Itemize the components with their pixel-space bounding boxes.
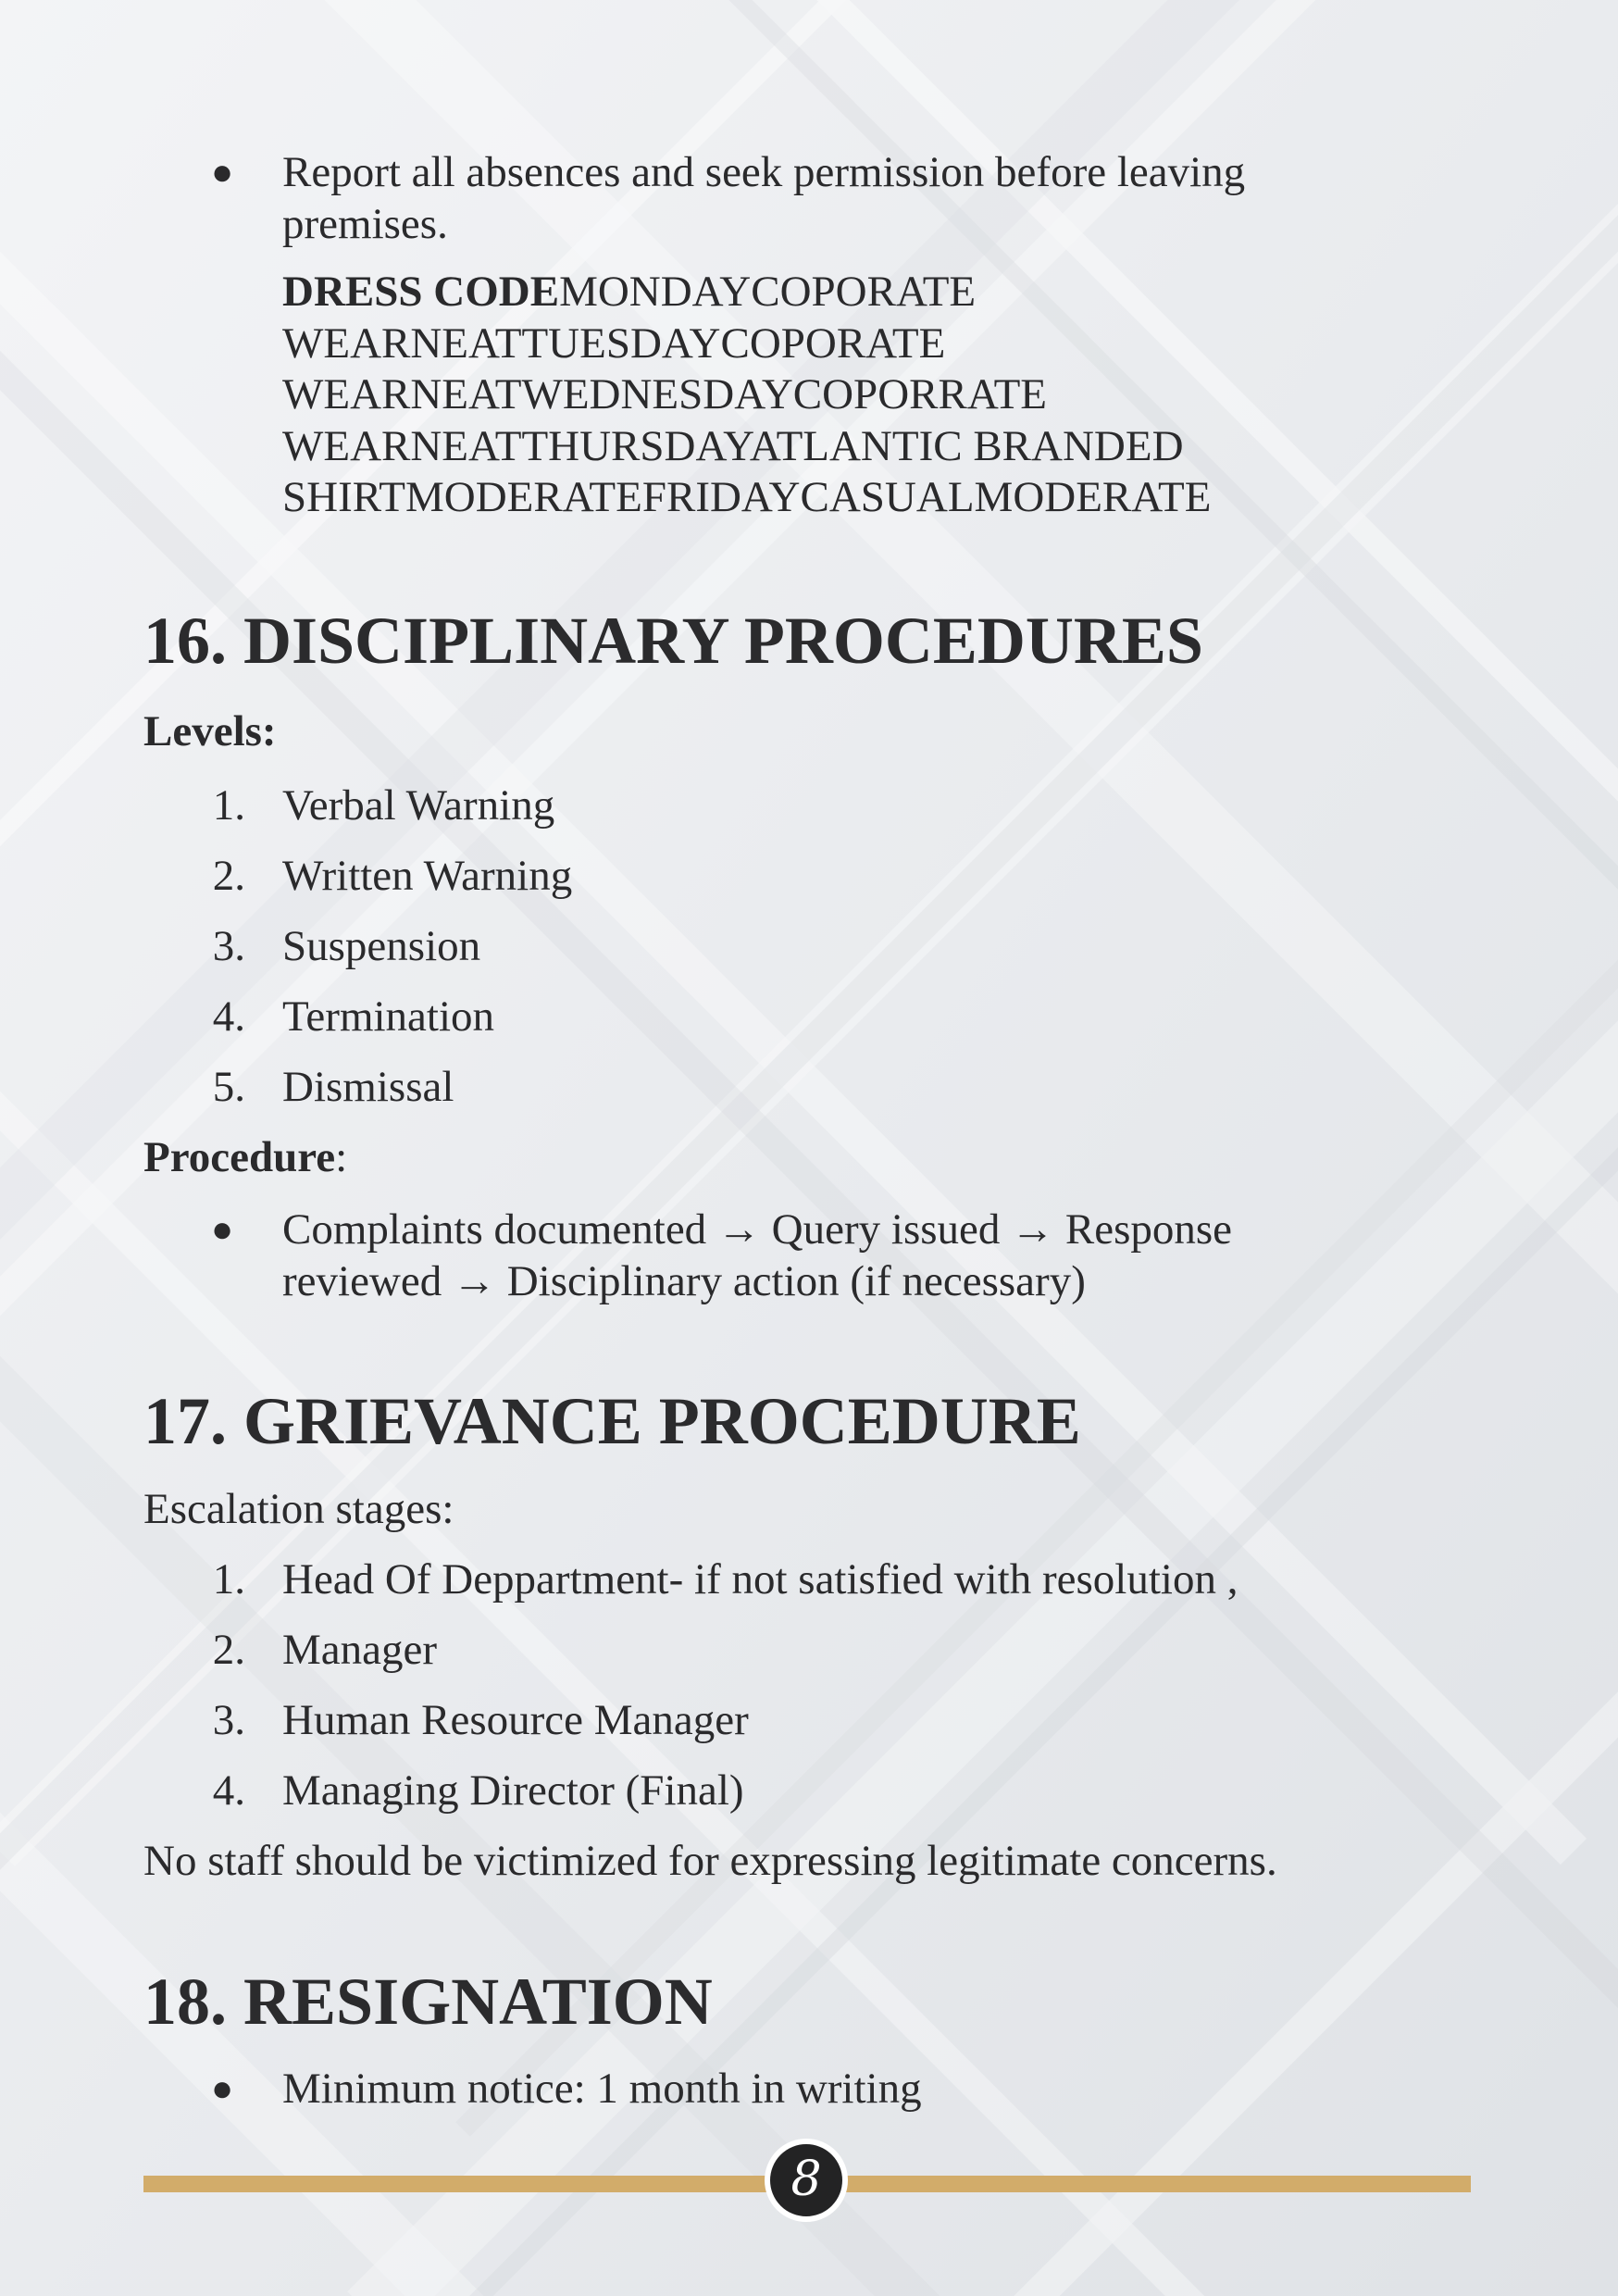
list-item: Dismissal (282, 1063, 454, 1111)
dress-code-label: DRESS CODE (282, 268, 560, 316)
bullet-marker: ● (211, 1208, 234, 1250)
list-item-number: 1. (212, 781, 245, 830)
list-item-number: 2. (212, 1626, 245, 1674)
page-number-badge: 8 (765, 2139, 848, 2222)
list-item-number: 2. (212, 852, 245, 900)
dress-code-line1: MONDAYCOPORATE (559, 268, 977, 316)
procedure-line1: Complaints documented → Query issued → Response (282, 1205, 1233, 1254)
list-item-number: 3. (212, 922, 245, 970)
procedure-colon: : (335, 1133, 348, 1181)
intro-bullet-line1: Report all absences and seek permission before leaving (282, 148, 1246, 196)
list-item-number: 1. (212, 1555, 245, 1603)
footer-line-right (843, 2176, 1471, 2192)
dress-code-line2: WEARNEATTUESDAYCOPORATE (282, 318, 946, 368)
list-item-number: 4. (212, 1766, 245, 1815)
list-item: Suspension (282, 922, 481, 970)
list-item-number: 3. (212, 1696, 245, 1744)
list-item-number: 5. (212, 1063, 245, 1111)
list-item: Written Warning (282, 852, 573, 900)
procedure-label: Procedure (143, 1133, 336, 1181)
list-item: Managing Director (Final) (282, 1766, 744, 1815)
levels-label: Levels: (143, 707, 277, 755)
dress-code-line3: WEARNEATWEDNESDAYCOPORRATE (282, 370, 1047, 418)
footer-line-left (143, 2176, 769, 2192)
resignation-bullet: Minimum notice: 1 month in writing (282, 2065, 922, 2113)
dress-code-line4: WEARNEATTHURSDAYATLANTIC BRANDED (282, 421, 1184, 470)
section-18-heading: 18. RESIGNATION (143, 1965, 713, 2039)
list-item: Verbal Warning (282, 781, 555, 830)
list-item: Head Of Deppartment- if not satisfied with resolution , (282, 1555, 1238, 1603)
escalation-intro: Escalation stages: (143, 1485, 454, 1533)
bullet-marker: ● (211, 2067, 234, 2109)
list-item: Human Resource Manager (282, 1696, 749, 1744)
intro-bullet-line2: premises. (282, 200, 448, 248)
bullet-marker: ● (211, 151, 234, 193)
list-item: Manager (282, 1626, 438, 1674)
section-17-heading: 17. GRIEVANCE PROCEDURE (143, 1384, 1081, 1458)
dress-code-line5: SHIRTMODERATEFRIDAYCASUALMODERATE (282, 473, 1212, 521)
procedure-line2: reviewed → Disciplinary action (if necessary) (282, 1257, 1086, 1305)
dress-code-block (282, 267, 1211, 524)
list-item: Termination (282, 992, 495, 1041)
section-16-heading: 16. DISCIPLINARY PROCEDURES (143, 604, 1203, 678)
grievance-note: No staff should be victimized for expressing legitimate concerns. (143, 1837, 1277, 1885)
procedure-label-row (143, 1131, 347, 1183)
list-item-number: 4. (212, 992, 245, 1041)
